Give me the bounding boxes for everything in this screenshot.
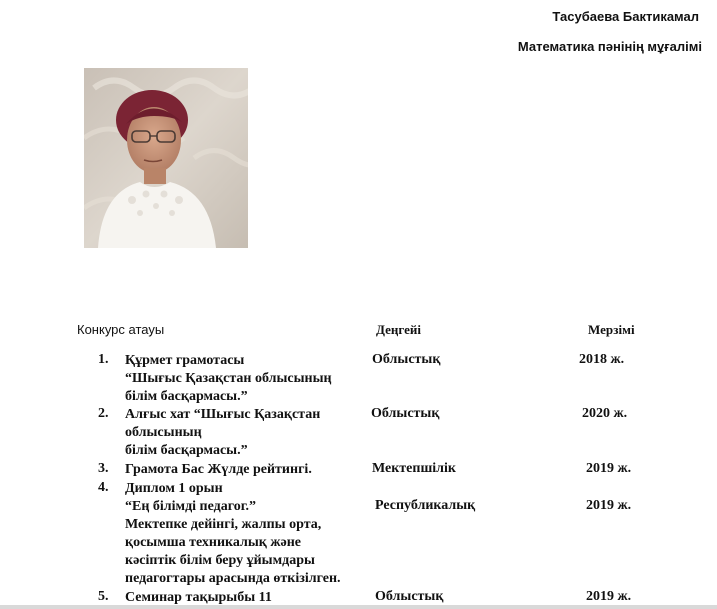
row-number: 5. [98, 589, 109, 604]
award-title: Алғыс хат “Шығыс Қазақстан облысының білім басқармасы.” [125, 407, 321, 458]
teacher-photo [84, 68, 248, 248]
row-number: 1. [98, 352, 109, 367]
award-date: 2019 ж. [586, 461, 632, 476]
award-title: Грамота Бас Жүлде рейтингі. [125, 462, 312, 477]
column-header-date: Мерзімі [588, 322, 635, 337]
award-level: Облыстық [371, 406, 440, 421]
award-level: Республикалық [375, 498, 476, 513]
award-title: Семинар тақырыбы 11 [125, 590, 272, 605]
award-title: Құрмет грамотасы “Шығыс Қазақстан облысының білім басқармасы.” [125, 353, 332, 404]
row-number: 2. [98, 406, 109, 421]
award-level: Облыстық [372, 352, 441, 367]
row-number: 3. [98, 461, 109, 476]
page-boundary [0, 605, 717, 609]
award-date: 2019 ж. [586, 589, 632, 604]
teacher-name: Тасубаева Бактикамал [552, 9, 699, 24]
award-date: 2019 ж. [586, 498, 632, 513]
award-date: 2020 ж. [582, 406, 628, 421]
award-level: Мектепшілік [372, 461, 456, 476]
award-date: 2018 ж. [579, 352, 625, 367]
teacher-role: Математика пәнінің мұғалімі [517, 39, 702, 54]
row-number: 4. [98, 480, 109, 495]
column-header-name: Конкурс атауы [77, 322, 165, 337]
award-level: Облыстық [375, 589, 444, 604]
award-title: Диплом 1 орын “Ең білімді педагог.” Мектепке дейінгі, жалпы орта, қосымша техникалық және кәсіптік білім беру ұйымдары педагогтары арасында өткізілген. [125, 481, 341, 586]
column-header-level: Деңгейі [376, 322, 421, 337]
